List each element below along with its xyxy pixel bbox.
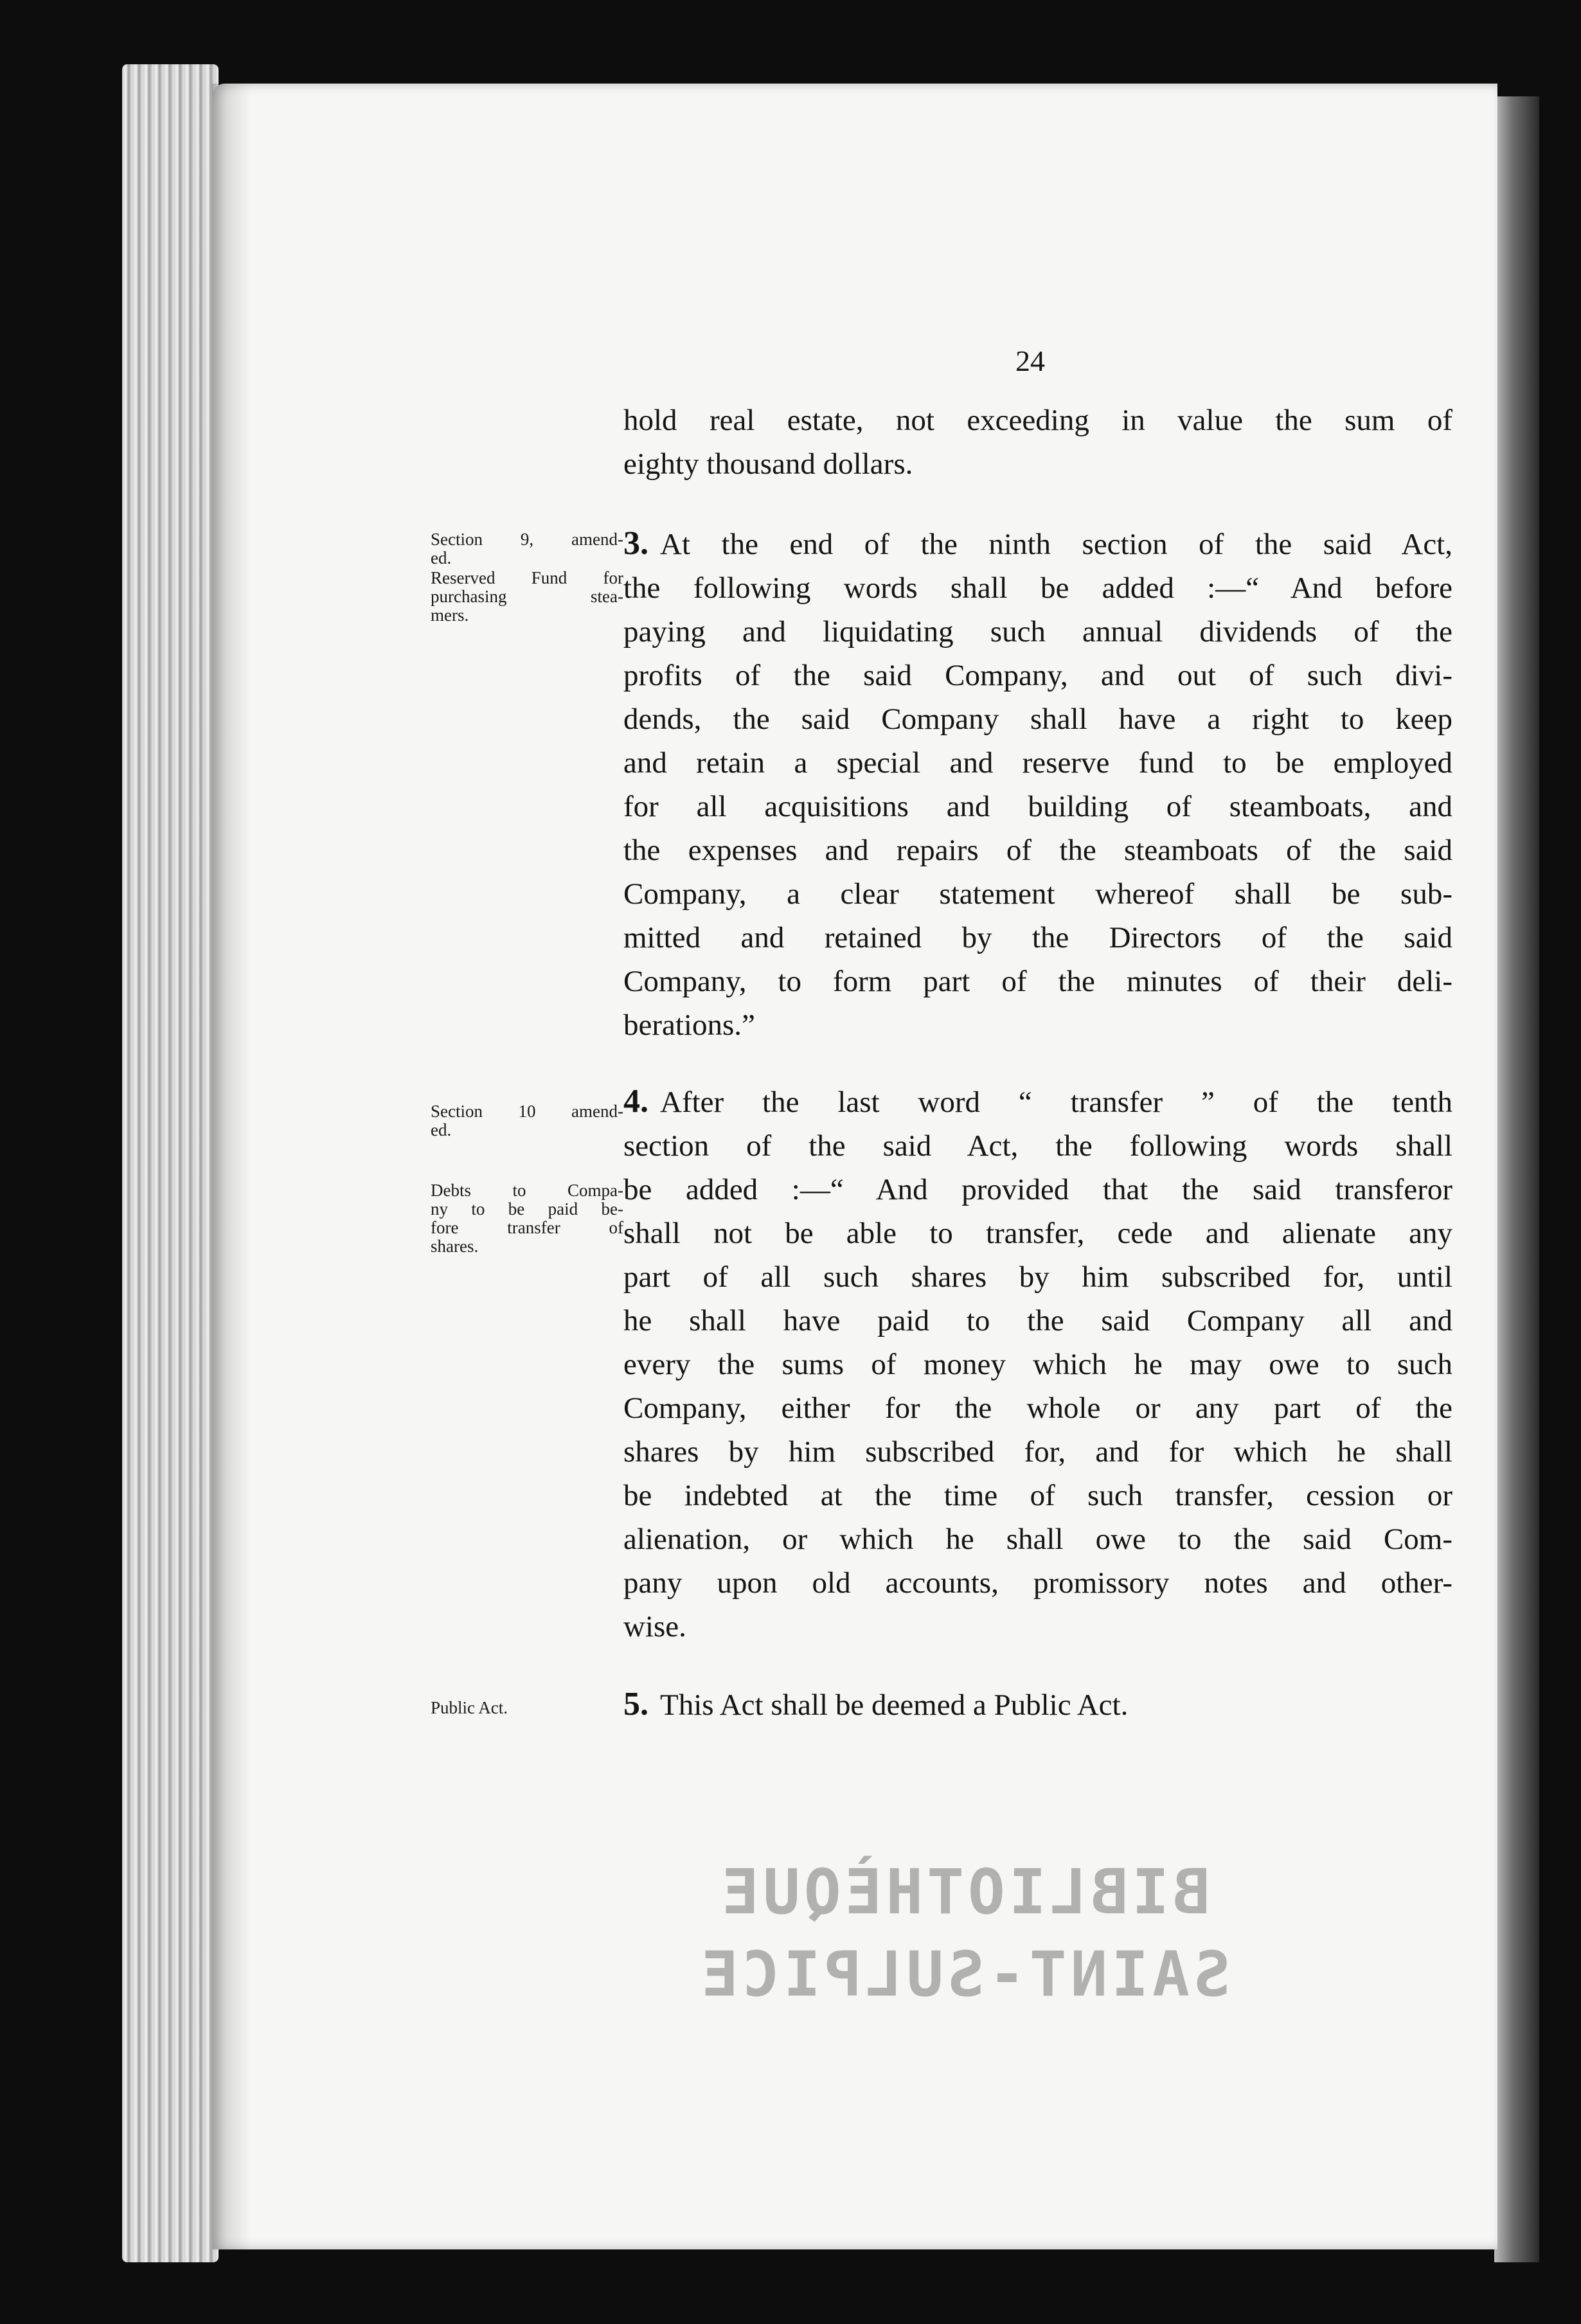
text-line: mitted and retained by the Directors of the said xyxy=(623,921,1452,954)
text-line: paying and liquidating such annual dividends of the xyxy=(623,615,1452,648)
text-line: wise. xyxy=(623,1610,686,1643)
text-line: pany upon old accounts, promissory notes and other- xyxy=(623,1566,1452,1600)
text-line: berations.” xyxy=(623,1008,755,1042)
text-line: and retain a special and reserve fund to be employed xyxy=(623,746,1452,780)
section-4-paragraph xyxy=(623,1080,1452,1649)
text-line-content: After the last word “ transfer ” of the tenth xyxy=(660,1086,1452,1119)
margin-note-line: Debts to Compa- xyxy=(431,1181,623,1200)
section-5-paragraph xyxy=(623,1683,1452,1727)
margin-note-public-act xyxy=(431,1699,623,1717)
text-line: Company, to form part of the minutes of their deli- xyxy=(623,965,1452,998)
text-line: shares by him subscribed for, and for which he shall xyxy=(623,1435,1452,1469)
text-line: Company, either for the whole or any part of the xyxy=(623,1391,1452,1425)
text-line xyxy=(623,1080,1452,1124)
stamp-line: BIBLIOTHÈQUE xyxy=(718,1856,1210,1928)
margin-note-line: mers. xyxy=(431,605,469,625)
text-line: every the sums of money which he may owe to such xyxy=(623,1348,1452,1381)
text-line: for all acquisitions and building of steamboats, and xyxy=(623,790,1452,823)
book-page-edges xyxy=(122,64,219,2262)
text-line: hold real estate, not exceeding in value the sum of xyxy=(623,404,1452,437)
margin-note-section-9 xyxy=(431,530,623,568)
section-number: 5. xyxy=(623,1686,648,1722)
margin-note-line: shares. xyxy=(431,1237,479,1256)
text-line: Company, a clear statement whereof shall be sub- xyxy=(623,877,1452,911)
text-line-content: This Act shall be deemed a Public Act. xyxy=(660,1688,1129,1722)
margin-note-line: purchasing stea- xyxy=(431,587,623,606)
section-number: 3. xyxy=(623,525,648,562)
text-line: alienation, or which he shall owe to the said Com- xyxy=(623,1523,1452,1556)
margin-note-line: fore transfer of xyxy=(431,1218,623,1237)
section-number: 4. xyxy=(623,1083,648,1120)
continuation-paragraph xyxy=(623,398,1452,486)
text-line: profits of the said Company, and out of such divi- xyxy=(623,659,1452,692)
text-line xyxy=(623,1683,1452,1727)
margin-note-reserved-fund xyxy=(431,569,623,625)
text-line-content: At the end of the ninth section of the said Act, xyxy=(660,528,1452,561)
stamp-line: SAINT-SULPICE xyxy=(697,1938,1231,2010)
text-line: eighty thousand dollars. xyxy=(623,447,913,481)
page-gutter-shadow xyxy=(212,84,251,2249)
book-spine-edge xyxy=(1494,96,1539,2262)
margin-note-line: Public Act. xyxy=(431,1698,508,1717)
text-line: shall not be able to transfer, cede and alienate any xyxy=(623,1217,1452,1250)
text-line: the expenses and repairs of the steamboats of the said xyxy=(623,834,1452,867)
page-number: 24 xyxy=(1015,344,1045,377)
text-line: dends, the said Company shall have a right to keep xyxy=(623,702,1452,736)
margin-note-line: ny to be paid be- xyxy=(431,1199,623,1219)
margin-note-line: ed. xyxy=(431,548,452,568)
text-line: be indebted at the time of such transfer, cession or xyxy=(623,1479,1452,1512)
margin-note-line: Reserved Fund for xyxy=(431,568,623,587)
library-stamp xyxy=(675,1851,1253,2050)
section-3-paragraph xyxy=(623,522,1452,1047)
text-line: section of the said Act, the following words shall xyxy=(623,1129,1452,1163)
margin-note-debts xyxy=(431,1181,623,1256)
margin-note-line: Section 9, amend- xyxy=(431,530,623,549)
margin-note-section-10 xyxy=(431,1102,623,1140)
text-line: part of all such shares by him subscribed for, until xyxy=(623,1260,1452,1294)
text-line: the following words shall be added :—“ And before xyxy=(623,571,1452,605)
text-line: he shall have paid to the said Company all and xyxy=(623,1304,1452,1337)
text-line: be added :—“ And provided that the said transferor xyxy=(623,1173,1452,1206)
margin-note-line: ed. xyxy=(431,1120,452,1140)
margin-note-line: Section 10 amend- xyxy=(431,1102,623,1121)
text-line xyxy=(623,522,1452,566)
